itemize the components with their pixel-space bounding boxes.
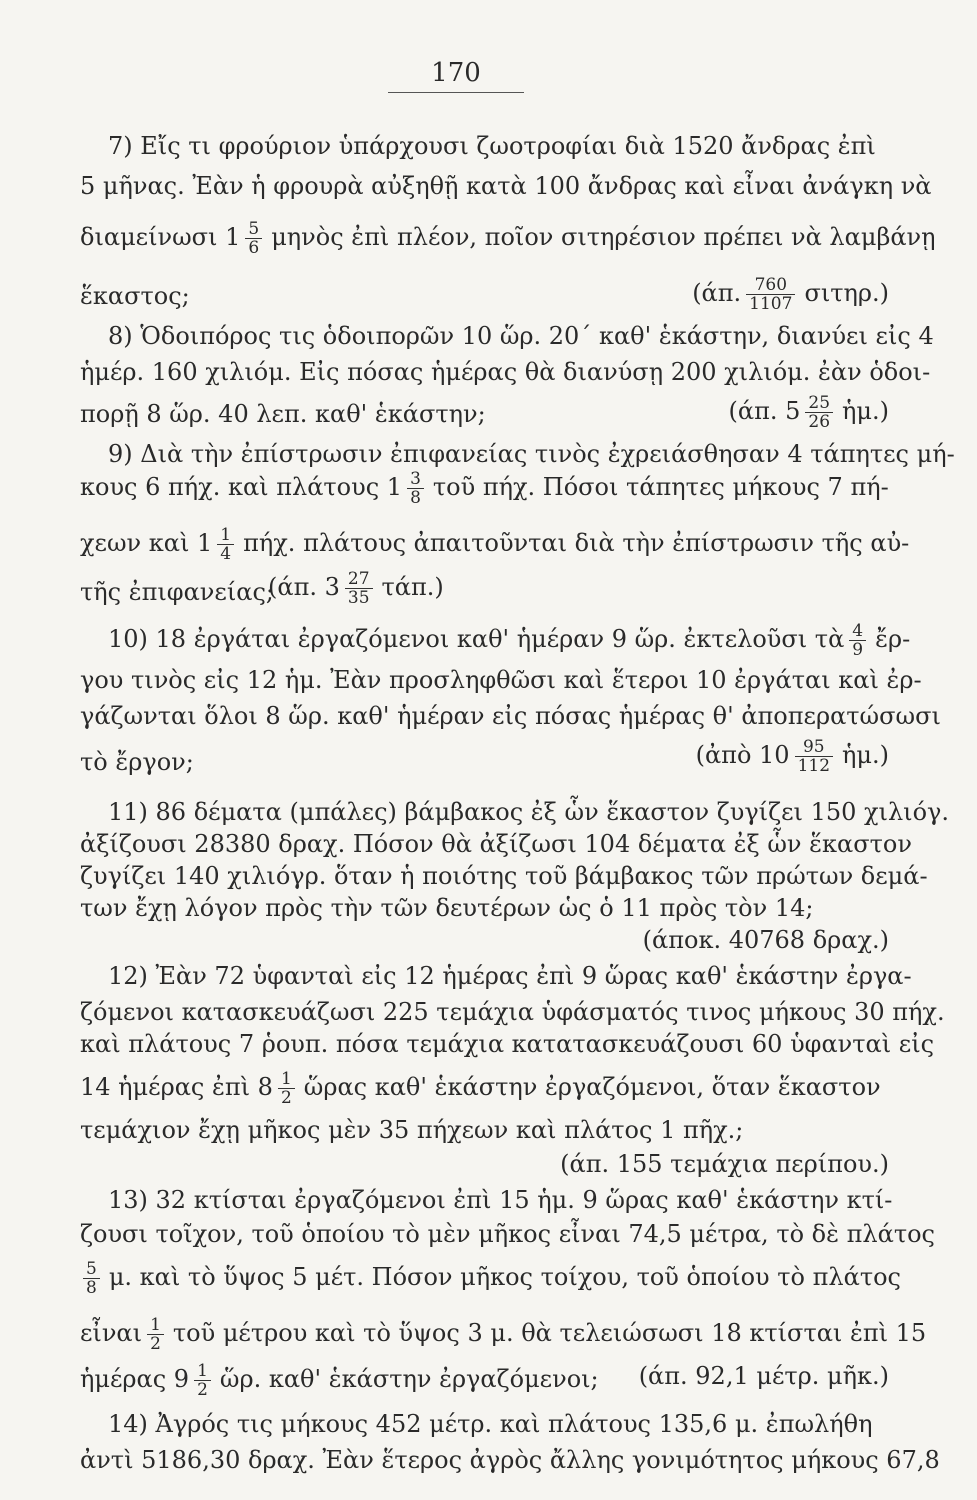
problem-9-answer: (άπ. 3 $\frac{27}{35}$ τάπ.) (268, 569, 444, 608)
problem-10-line-1: 10) 18 ἐργάται ἐργαζόμενοι καθ' ἡμέραν 9 ὥρ. ἐκτελοῦσι τὰ $\frac{4}{9}$ ἔρ- (108, 621, 911, 660)
problem-7-line-4: ἕκαστος; (80, 282, 190, 310)
problem-12-line-1: 12) Ἐὰν 72 ὑφανταὶ εἰς 12 ἡμέρας ἐπὶ 9 ὥρας καθ' ἑκάστην ἐργα- (108, 962, 912, 990)
problem-12-line-3: καὶ πλάτους 7 ῥουπ. πόσα τεμάχια κατατασκευάζουσι 60 ὑφανταὶ εἰς (80, 1030, 935, 1058)
problem-10-answer: (ἀπὸ 10 $\frac{95}{112}$ ἡμ.) (695, 737, 889, 776)
fraction: $\frac{4}{9}$ (849, 622, 866, 659)
problem-8-line-3: πορῇ 8 ὥρ. 40 λεπ. καθ' ἑκάστην; (80, 400, 486, 428)
problem-13-line-1: 13) 32 κτίσται ἐργαζόμενοι ἐπὶ 15 ἡμ. 9 ὥρας καθ' ἑκάστην κτί- (108, 1186, 893, 1214)
problem-7-answer: (άπ. $\frac{760}{1107}$ σιτηρ.) (692, 275, 889, 314)
fraction: $\frac{25}{26}$ (805, 394, 833, 431)
problem-8-line-2: ἡμέρ. 160 χιλιόμ. Εἰς πόσας ἡμέρας θὰ διανύσῃ 200 χιλιόμ. ἐὰν ὁδοι- (80, 358, 931, 386)
problem-7-line-2: 5 μῆνας. Ἐὰν ἡ φρουρὰ αὐξηθῇ κατὰ 100 ἄνδρας καὶ εἶναι ἀνάγκη νὰ (80, 172, 932, 200)
fraction: $\frac{1}{2}$ (194, 1362, 211, 1399)
problem-13-answer: (άπ. 92,1 μέτρ. μῆκ.) (638, 1362, 889, 1390)
problem-13-line-3: $\frac{5}{8}$ μ. καὶ τὸ ὕψος 5 μέτ. Πόσον μῆκος τοίχου, τοῦ ὁποίου τὸ πλάτος (80, 1260, 901, 1297)
problem-7-line-1: 7) Εἴς τι φρούριον ὑπάρχουσι ζωοτροφίαι διὰ 1520 ἄνδρας ἐπὶ (108, 132, 876, 160)
problem-10-line-2: γου τινὸς εἰς 12 ἡμ. Ἐὰν προσληφθῶσι καὶ ἕτεροι 10 ἐργάται καὶ ἐρ- (80, 666, 922, 694)
problem-13-line-2: ζουσι τοῖχον, τοῦ ὁποίου τὸ μὲν μῆκος εἶναι 74,5 μέτρα, τὸ δὲ πλάτος (80, 1220, 935, 1248)
problem-12-line-2: ζόμενοι κατασκευάζωσι 225 τεμάχια ὑφάσματός τινος μήκους 30 πήχ. (80, 998, 945, 1026)
problem-10-line-3: γάζωνται ὅλοι 8 ὥρ. καθ' ἡμέραν εἰς πόσας ἡμέρας θ' ἀποπερατώσωσι (80, 702, 941, 730)
problem-8-answer: (άπ. 5 $\frac{25}{26}$ ἡμ.) (728, 393, 889, 432)
problem-14-line-1: 14) Ἀγρός τις μήκους 452 μέτρ. καὶ πλάτους 135,6 μ. ἐπωλήθη (108, 1410, 873, 1438)
fraction: $\frac{5}{6}$ (245, 220, 262, 257)
fraction: $\frac{1}{2}$ (278, 1070, 295, 1107)
fraction: $\frac{760}{1107}$ (746, 276, 795, 313)
problem-12-line-4: 14 ἡμέρας ἐπὶ 8 $\frac{1}{2}$ ὥρας καθ' ἑκάστην ἐργαζόμενοι, ὅταν ἕκαστον (80, 1069, 881, 1108)
problem-12-line-5: τεμάχιον ἔχῃ μῆκος μὲν 35 πήχεων καὶ πλάτος 1 πῆχ.; (80, 1116, 744, 1144)
problem-11-line-3: ζυγίζει 140 χιλιόγρ. ὅταν ἡ ποιότης τοῦ βάμβακος τῶν πρώτων δεμά- (80, 862, 928, 890)
problem-7-line-3: διαμείνωσι 1 $\frac{5}{6}$ μηνὸς ἐπὶ πλέον, ποῖον σιτηρέσιον πρέπει νὰ λαμβάνῃ (80, 219, 936, 258)
problem-11-line-2: ἀξίζουσι 28380 δραχ. Πόσον θὰ ἀξίζωσι 104 δέματα ἐξ ὧν ἕκαστον (80, 830, 912, 858)
problem-8-line-1: 8) Ὁδοιπόρος τις ὁδοιπορῶν 10 ὥρ. 20΄ καθ' ἑκάστην, διανύει εἰς 4 (108, 322, 934, 350)
problem-13-line-5: ἡμέρας 9 $\frac{1}{2}$ ὥρ. καθ' ἑκάστην ἐργαζόμενοι; (80, 1361, 599, 1400)
fraction: $\frac{95}{112}$ (795, 738, 833, 775)
fraction: $\frac{3}{8}$ (407, 470, 424, 507)
problem-11-answer: (άποκ. 40768 δραχ.) (642, 926, 889, 954)
fraction: $\frac{1}{4}$ (217, 526, 234, 563)
problem-12-answer: (άπ. 155 τεμάχια περίπου.) (560, 1150, 889, 1178)
fraction: $\frac{5}{8}$ (83, 1260, 100, 1297)
problem-9-line-2: κους 6 πήχ. καὶ πλάτους 1 $\frac{3}{8}$ τοῦ πήχ. Πόσοι τάπητες μήκους 7 πή- (80, 469, 889, 508)
page-number: 170 (388, 58, 524, 93)
problem-11-line-1: 11) 86 δέματα (μπάλες) βάμβακος ἐξ ὧν ἕκαστον ζυγίζει 150 χιλιόγ. (108, 798, 949, 826)
fraction: $\frac{27}{35}$ (345, 570, 373, 607)
problem-10-line-4: τὸ ἔργον; (80, 748, 194, 776)
problem-13-line-4: εἶναι $\frac{1}{2}$ τοῦ μέτρου καὶ τὸ ὕψος 3 μ. θὰ τελειώσωσι 18 κτίσται ἐπὶ 15 (80, 1315, 927, 1354)
problem-14-line-2: ἀντὶ 5186,30 δραχ. Ἐὰν ἕτερος ἀγρὸς ἄλλης γονιμότητος μήκους 67,8 (80, 1446, 940, 1474)
fraction: $\frac{1}{2}$ (147, 1316, 164, 1353)
problem-9-line-4: τῆς ἐπιφανείας; (80, 578, 274, 606)
problem-9-line-3: χεων καὶ 1 $\frac{1}{4}$ πήχ. πλάτους ἀπαιτοῦνται διὰ τὴν ἐπίστρωσιν τῆς αὐ- (80, 525, 910, 564)
problem-9-line-1: 9) Διὰ τὴν ἐπίστρωσιν ἐπιφανείας τινὸς ἐχρειάσθησαν 4 τάπητες μή- (108, 440, 955, 468)
problem-11-line-4: των ἔχῃ λόγον πρὸς τὴν τῶν δευτέρων ὡς ὁ 11 πρὸς τὸν 14; (80, 894, 814, 922)
